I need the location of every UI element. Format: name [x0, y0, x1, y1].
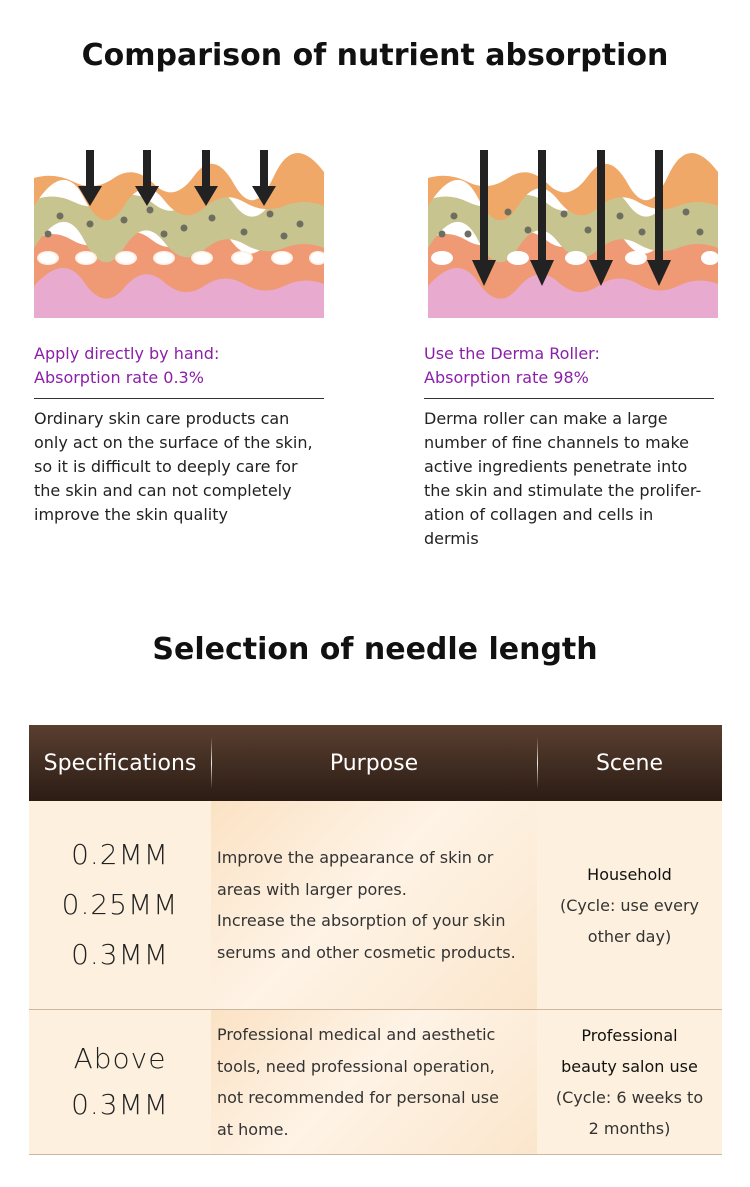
needle-length-table: [29, 725, 722, 1155]
derma-description-line: number of fine channels to make: [424, 433, 689, 452]
header-purpose: Purpose: [211, 725, 537, 801]
scene-title: Household: [587, 864, 672, 884]
scene-cell: [537, 801, 722, 1009]
spec-value: 0.3MM: [71, 938, 169, 971]
table-row: [29, 801, 722, 1010]
derma-description-line: Derma roller can make a large: [424, 409, 668, 428]
hand-description-line: so it is difficult to deeply care for: [34, 457, 298, 476]
spec-value: 0.3MM: [71, 1088, 169, 1121]
hand-caption-line2: Absorption rate 0.3%: [34, 368, 204, 387]
scene-detail: (Cycle: use every: [559, 895, 700, 915]
hand-description-line: only act on the surface of the skin,: [34, 433, 313, 452]
purpose-line: Improve the appearance of skin or: [217, 848, 494, 867]
derma-description: [424, 407, 718, 551]
scene-detail: 2 months): [588, 1119, 671, 1138]
purpose-line: serums and other cosmetic products.: [217, 942, 516, 962]
purpose-line: Increase the absorption of your skin: [217, 911, 506, 930]
purpose-line: not recommended for personal use: [217, 1088, 499, 1107]
derma-description-line: ation of collagen and cells in: [424, 505, 654, 524]
purpose-line: areas with larger pores.: [217, 879, 407, 899]
scene-title: beauty salon use: [561, 1057, 698, 1076]
derma-description-line: the skin and stimulate the prolifer-: [424, 481, 702, 500]
hand-application-panel: [34, 148, 324, 527]
header-specifications: Specifications: [43, 750, 197, 776]
spec-cell: [29, 801, 211, 1009]
hand-description-line: the skin and can not completely: [34, 481, 292, 500]
purpose-line: at home.: [217, 1119, 289, 1139]
derma-description-line: active ingredients penetrate into: [424, 457, 688, 476]
scene-detail: other day): [587, 926, 672, 946]
hand-description-line: Ordinary skin care products can: [34, 409, 290, 428]
header-scene: Scene: [537, 725, 722, 801]
table-row: [29, 1010, 722, 1155]
hand-caption-line1: Apply directly by hand:: [34, 344, 220, 363]
skin-diagram-hand: [34, 148, 324, 318]
derma-caption-line2: Absorption rate 98%: [424, 368, 589, 387]
hand-description-line: improve the skin quality: [34, 505, 228, 524]
derma-description-line: dermis: [424, 529, 479, 548]
purpose-line: tools, need professional operation,: [217, 1056, 495, 1076]
scene-title: Professional: [581, 1026, 678, 1045]
scene-cell: [537, 1010, 722, 1154]
section-title-needle-length: Selection of needle length: [152, 632, 598, 667]
spec-cell: [29, 1010, 211, 1154]
purpose-cell: [211, 801, 537, 1009]
purpose-line: Professional medical and aesthetic: [217, 1025, 496, 1044]
scene-detail: (Cycle: 6 weeks to: [555, 1088, 704, 1107]
table-header: [29, 725, 722, 801]
purpose-cell: [211, 1010, 537, 1154]
section-title-absorption: Comparison of nutrient absorption: [81, 38, 669, 73]
derma-roller-panel: [424, 148, 718, 551]
hand-description: [34, 407, 324, 527]
divider: [34, 398, 324, 399]
derma-caption: [424, 342, 718, 390]
skin-diagram-derma-roller: [428, 148, 718, 318]
hand-caption: [34, 342, 324, 390]
spec-value: Above: [73, 1042, 167, 1075]
divider: [424, 398, 714, 399]
derma-caption-line1: Use the Derma Roller:: [424, 344, 600, 363]
spec-value: 0.25MM: [61, 888, 179, 921]
spec-value: 0.2MM: [71, 838, 169, 871]
